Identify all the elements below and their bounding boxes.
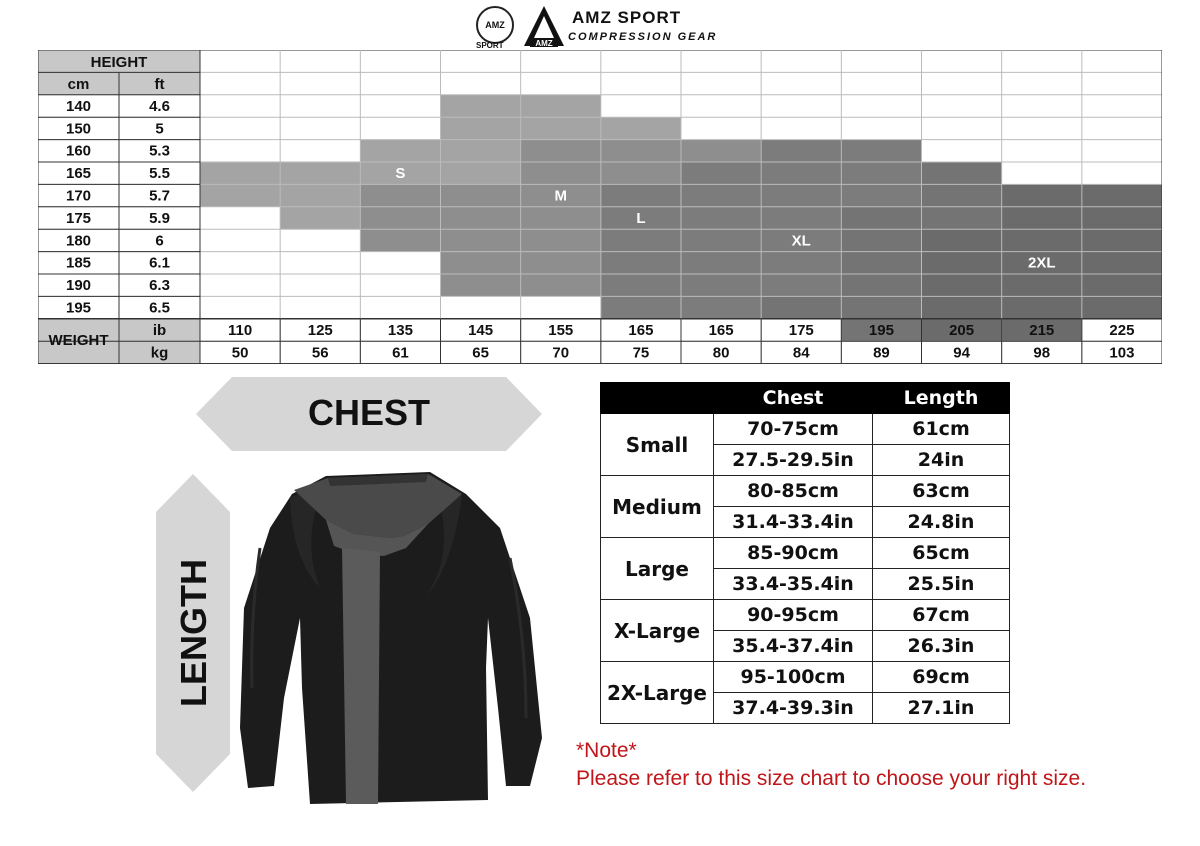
- weight-lb-cell: 225: [1109, 321, 1135, 339]
- zone-m: [441, 184, 521, 296]
- weight-kg-cell: 94: [953, 344, 970, 362]
- weight-kg-cell: 80: [712, 344, 730, 362]
- length-in-cell: 24.8in: [873, 507, 1010, 538]
- table-row: [601, 538, 1010, 569]
- height-ft-cell: 5.5: [149, 165, 170, 183]
- height-cm-cell: 190: [65, 277, 92, 295]
- zone-m: [360, 184, 440, 251]
- zone-l: [761, 140, 841, 297]
- chest-in-cell: 37.4-39.3in: [714, 693, 873, 724]
- length-label: LENGTH: [173, 559, 214, 707]
- triangle-logo-icon: [522, 4, 566, 48]
- size-zone-label: XL: [791, 232, 811, 250]
- weight-lb-cell: 175: [788, 321, 814, 339]
- chest-cm-cell: 85-90cm: [714, 538, 873, 569]
- weight-kg-cell: 61: [392, 344, 409, 362]
- height-cm-cell: 160: [65, 142, 92, 160]
- zone-s: [601, 117, 681, 139]
- brand-tagline: COMPRESSION GEAR: [568, 31, 718, 43]
- length-cm-cell: 69cm: [873, 662, 1010, 693]
- height-cm-cell: 165: [65, 165, 92, 183]
- chest-in-cell: 33.4-35.4in: [714, 569, 873, 600]
- height-cm-cell: 195: [65, 299, 92, 317]
- brand-logo: [476, 4, 736, 48]
- zone-l: [841, 140, 921, 207]
- weight-kg-cell: 103: [1109, 344, 1135, 362]
- size-zone-label: M: [554, 187, 567, 205]
- length-column-header: Length: [873, 383, 1010, 414]
- kg-unit-label: kg: [150, 344, 169, 362]
- note-text: Please refer to this size chart to choose your right size.: [576, 767, 1087, 790]
- weight-kg-cell: 98: [1033, 344, 1051, 362]
- weight-lb-cell: 205: [949, 321, 975, 339]
- length-in-cell: 27.1in: [873, 693, 1010, 724]
- zone-m: [521, 140, 601, 297]
- height-ft-cell: 6.3: [149, 277, 170, 295]
- weight-kg-cell: 70: [552, 344, 570, 362]
- zone-xl: [922, 162, 1002, 229]
- length-cm-cell: 63cm: [873, 476, 1010, 507]
- height-weight-grid: [38, 50, 1162, 364]
- height-cm-cell: 180: [65, 232, 92, 250]
- chest-cm-cell: 90-95cm: [714, 600, 873, 631]
- length-in-cell: 24in: [873, 445, 1010, 476]
- height-cm-cell: 175: [65, 209, 92, 227]
- lb-unit-label: ib: [152, 321, 167, 339]
- table-row: [601, 476, 1010, 507]
- table-row: [601, 662, 1010, 693]
- length-cm-cell: 61cm: [873, 414, 1010, 445]
- height-ft-cell: 6.1: [149, 254, 170, 272]
- weight-kg-cell: 89: [873, 344, 890, 362]
- chest-cm-cell: 70-75cm: [714, 414, 873, 445]
- length-in-cell: 25.5in: [873, 569, 1010, 600]
- size-table-header-row: [601, 383, 1010, 414]
- note-block: [576, 737, 1086, 793]
- height-cm-cell: 140: [65, 97, 92, 115]
- length-in-cell: 26.3in: [873, 631, 1010, 662]
- size-zone-label: S: [395, 165, 406, 183]
- zone-xl: [761, 296, 841, 318]
- cm-column-header: cm: [67, 76, 90, 94]
- length-cm-cell: 65cm: [873, 538, 1010, 569]
- note-title: *Note*: [576, 739, 637, 762]
- brand-name: AMZ SPORT: [572, 8, 682, 27]
- weight-lb-cell: 135: [387, 321, 413, 339]
- table-row: [601, 414, 1010, 445]
- height-cm-cell: 185: [65, 254, 92, 272]
- weight-lb-cell: 155: [548, 321, 574, 339]
- height-cm-cell: 150: [65, 120, 92, 138]
- size-name: Medium: [601, 476, 714, 538]
- circle-logo-text: AMZ: [485, 20, 505, 30]
- weight-lb-cell: 195: [868, 321, 894, 339]
- compression-shirt-image: [230, 468, 560, 808]
- height-weight-chart: [38, 50, 1162, 364]
- weight-lb-cell: 165: [708, 321, 734, 339]
- weight-lb-cell: 215: [1029, 321, 1055, 339]
- weight-kg-cell: 50: [231, 344, 249, 362]
- weight-lb-cell: 125: [307, 321, 333, 339]
- chest-arrow-banner: [196, 377, 542, 451]
- weight-lb-cell: 110: [227, 321, 253, 339]
- size-measurement-table: [600, 382, 1010, 724]
- zone-s: [280, 162, 360, 229]
- chest-label: CHEST: [307, 392, 431, 433]
- size-name: 2X-Large: [601, 662, 714, 724]
- size-zone-label: 2XL: [1027, 254, 1056, 272]
- weight-header: WEIGHT: [48, 332, 109, 350]
- height-ft-cell: 6: [155, 232, 164, 250]
- size-zone-label: L: [636, 209, 646, 227]
- circle-logo-sub: SPORT: [476, 41, 504, 50]
- height-header: HEIGHT: [90, 53, 148, 71]
- height-ft-cell: 6.5: [149, 299, 170, 317]
- chest-column-header: Chest: [714, 383, 873, 414]
- size-name: Large: [601, 538, 714, 600]
- weight-lb-cell: 145: [468, 321, 494, 339]
- chest-in-cell: 31.4-33.4in: [714, 507, 873, 538]
- chest-cm-cell: 95-100cm: [714, 662, 873, 693]
- height-ft-cell: 5: [155, 120, 164, 138]
- size-name: Small: [601, 414, 714, 476]
- zone-m: [681, 140, 761, 162]
- length-cm-cell: 67cm: [873, 600, 1010, 631]
- size-name: X-Large: [601, 600, 714, 662]
- height-ft-cell: 5.3: [149, 142, 170, 160]
- height-ft-cell: 4.6: [149, 97, 170, 115]
- weight-kg-cell: 65: [472, 344, 489, 362]
- height-ft-cell: 5.9: [149, 209, 170, 227]
- triangle-logo-text: AMZ: [535, 39, 553, 48]
- zone-l: [681, 162, 761, 319]
- weight-kg-cell: 56: [311, 344, 329, 362]
- chest-cm-cell: 80-85cm: [714, 476, 873, 507]
- length-arrow-banner: [156, 474, 230, 792]
- weight-lb-cell: 165: [628, 321, 654, 339]
- table-row: [601, 600, 1010, 631]
- chest-in-cell: 35.4-37.4in: [714, 631, 873, 662]
- height-cm-cell: 170: [65, 187, 92, 205]
- height-ft-cell: 5.7: [149, 187, 170, 205]
- chest-in-cell: 27.5-29.5in: [714, 445, 873, 476]
- size-table: [600, 382, 1010, 724]
- amz-circle-logo: [476, 6, 514, 44]
- ft-column-header: ft: [154, 76, 165, 94]
- size-column-header: [601, 383, 714, 414]
- weight-kg-cell: 84: [792, 344, 810, 362]
- weight-kg-cell: 75: [632, 344, 650, 362]
